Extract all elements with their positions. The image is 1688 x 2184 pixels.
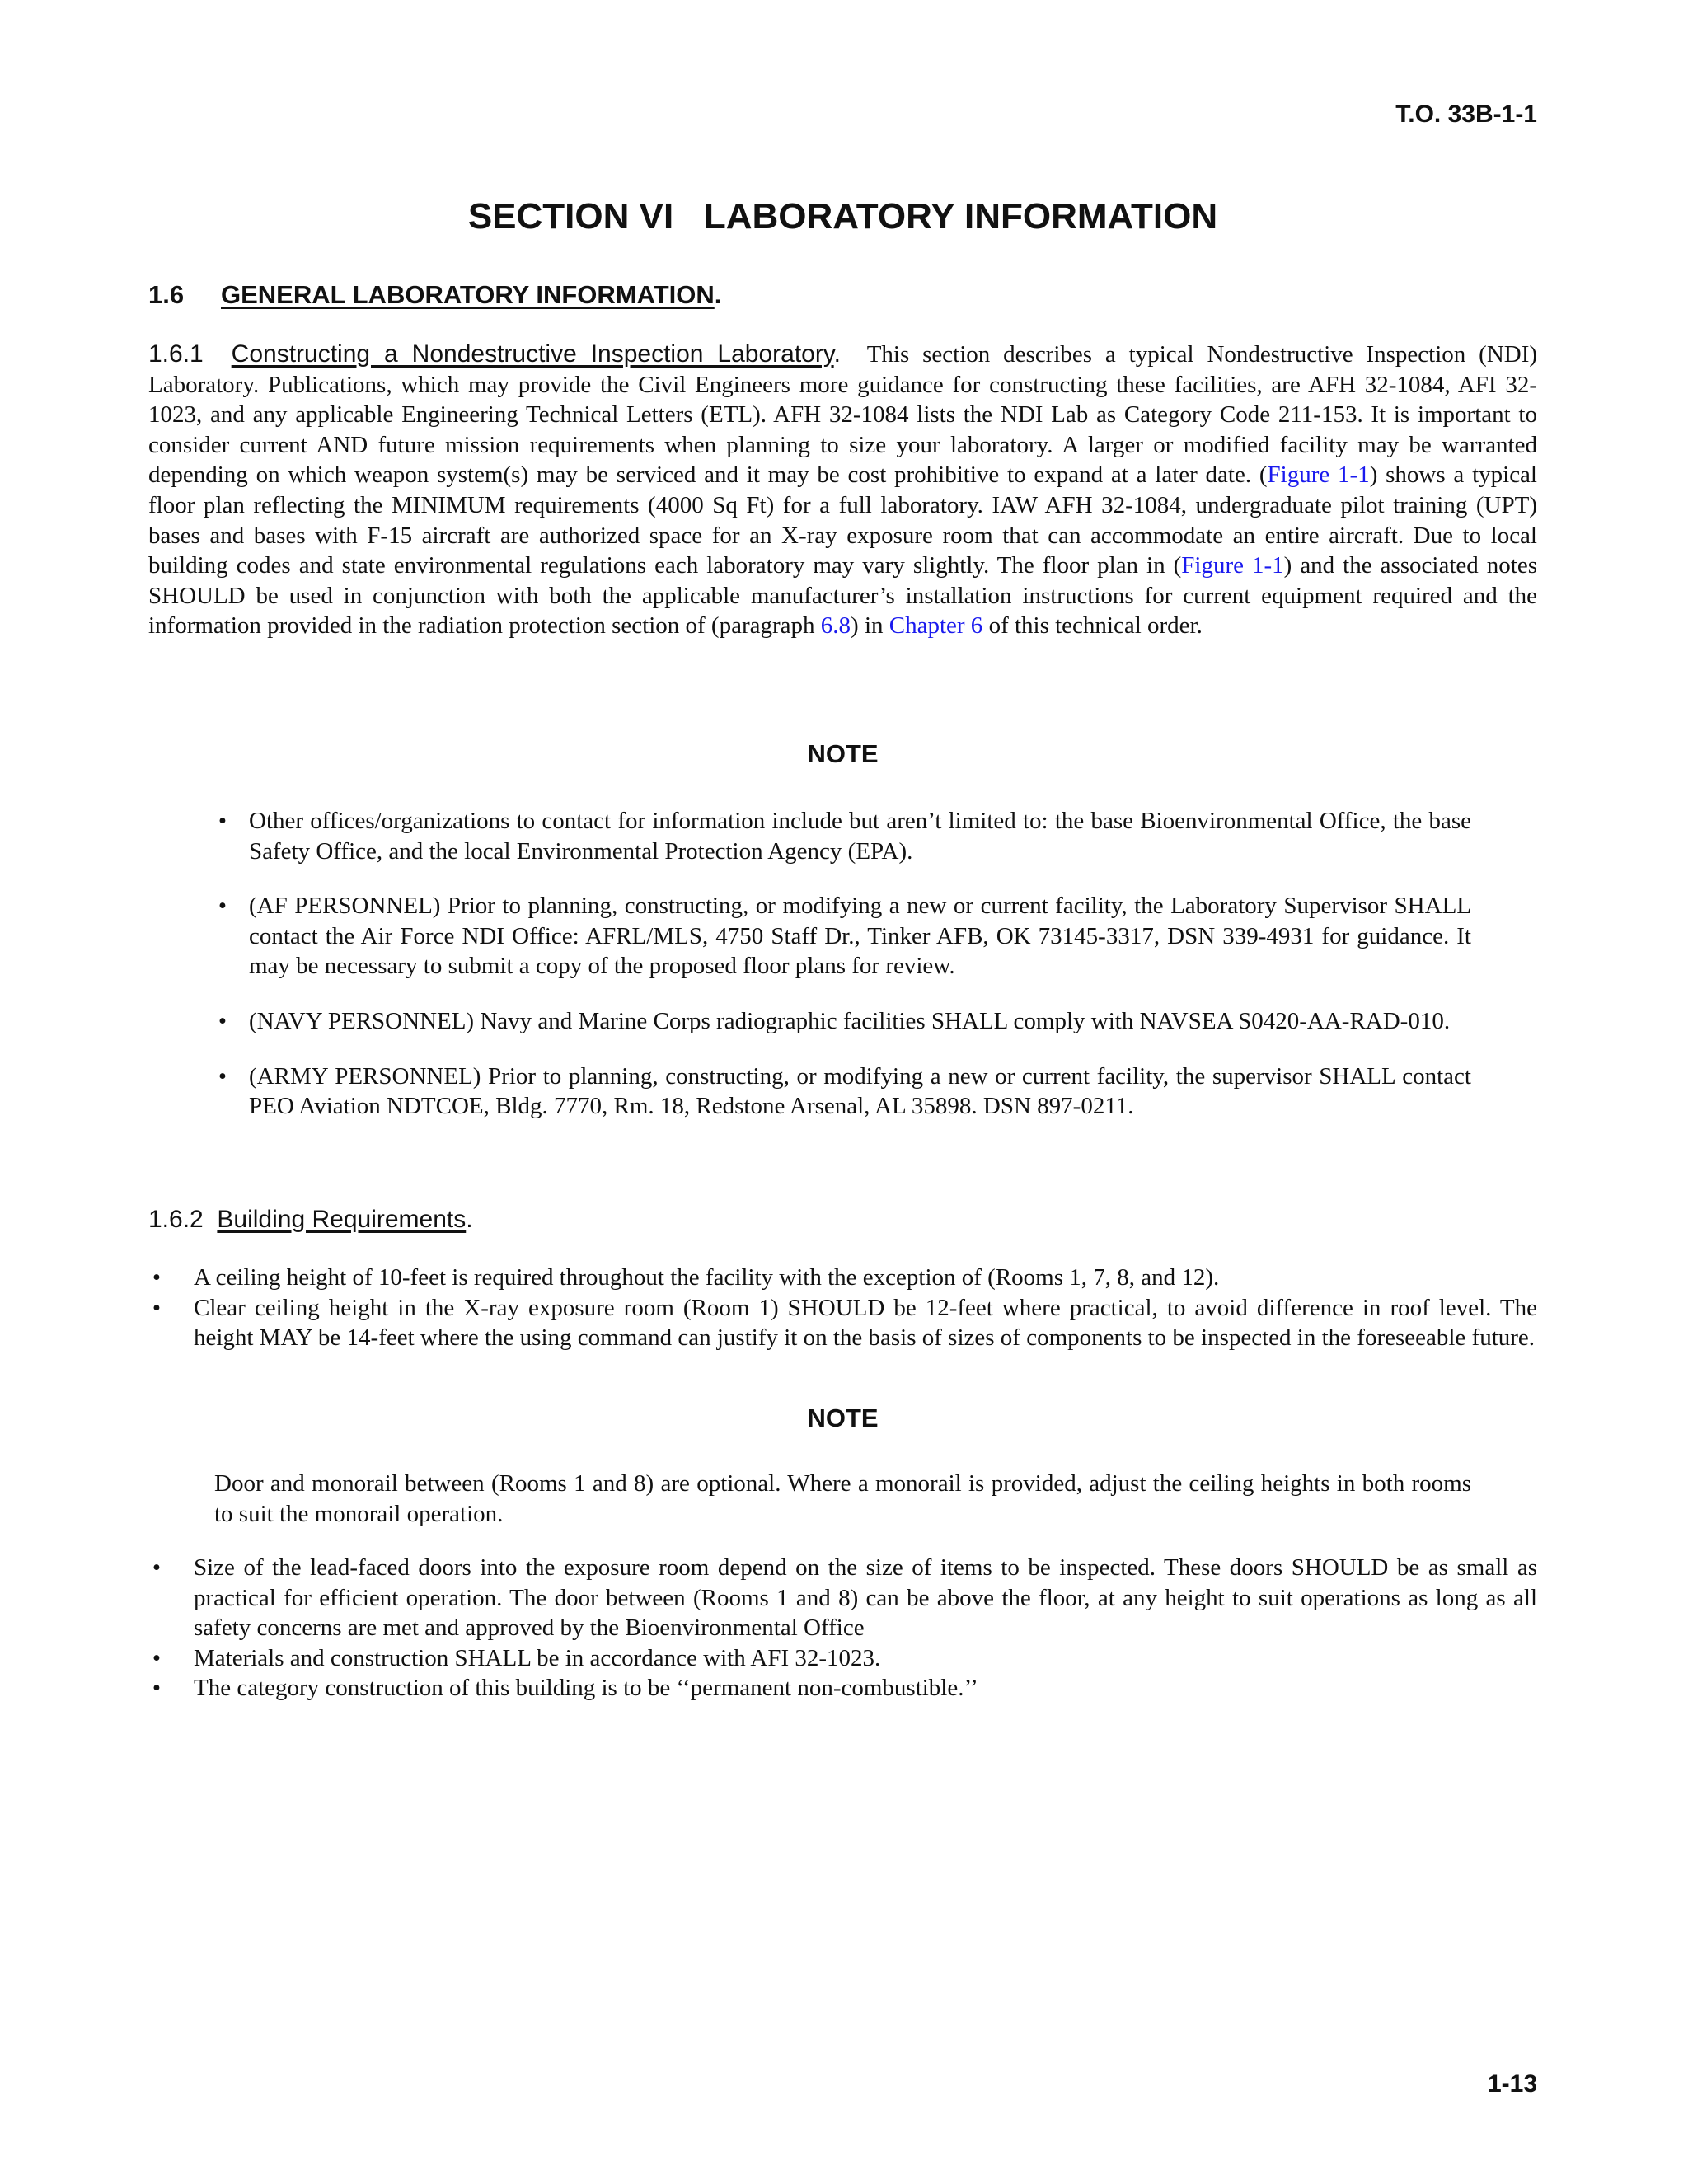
figure-1-1-link[interactable]: Figure 1-1 [1267, 462, 1370, 489]
subheading-trail: . [833, 340, 841, 368]
bullet-icon: • [152, 1644, 162, 1671]
subheading-number: 1.6.2 [148, 1206, 204, 1233]
chapter-6-link[interactable]: Chapter 6 [889, 612, 983, 640]
paragraph-1-6-1 [148, 340, 1537, 641]
paragraph-text: ) and the associated notes SHOULD be used in conjunction with both the applicable manufacturer’s installation instructions for current equipment required and the information provided in the radiation protection section of (paragraph [148, 552, 1537, 640]
section-title: SECTION VI LABORATORY INFORMATION [467, 196, 1218, 237]
list-item: • Size of the lead-faced doors into the exposure room depend on the size of items to be inspected. These doors SHOULD be as small as practical for efficient operation. The door between (Rooms 1 and 8) can be above the floor, at any height to suit operations as long as all safety concerns are met and approved by the Bioenvironmental Office [148, 1553, 1537, 1643]
building-requirements-list [148, 1263, 1537, 1353]
list-item: • Materials and construction SHALL be in accordance with AFI 32-1023. [148, 1643, 1537, 1674]
bullet-icon: • [218, 1062, 227, 1090]
figure-1-1-link[interactable]: Figure 1-1 [1181, 552, 1284, 579]
heading-title: GENERAL LABORATORY INFORMATION [221, 280, 715, 309]
bullet-icon: • [152, 1554, 162, 1581]
note-item: • Other offices/organizations to contact for information include but aren’t limited to: the base Bioenvironmental Office, the base Safety Office, and the local Environmental Protection Agency (EPA). [214, 806, 1471, 866]
subheading-1-6-1 [148, 340, 841, 368]
document-code: T.O. 33B-1-1 [1395, 101, 1537, 128]
bullet-icon: • [218, 808, 227, 834]
bullet-icon: • [218, 893, 227, 920]
paragraph-text: This section describes a typical Nondestructive Inspection (NDI) Laboratory. Publications, which may provide the Civil Engineers more guidance for constructing these facilities, are AFH 32-1084, AFI 32-1023, and any applicable Engineering Technical Letters (ETL). AFH 32-1084 lists the NDI Lab as Category Code 211-153. It is important to consider current AND future mission requirements when planning to size your laboratory. A larger or modified facility may be warranted depending on which weapon system(s) may be serviced and it may be cost prohibitive to expand at a later date. ( [148, 341, 1538, 489]
heading-number: 1.6 [148, 280, 185, 309]
paragraph-text: ) shows a typical floor plan reflecting the MINIMUM requirements (4000 Sq Ft) for a full laboratory. IAW AFH 32-1084, undergraduate pilot training (UPT) bases and bases with F-15 aircraft are authorized space for an X-ray exposure room that can accommodate an entire aircraft. Due to local building codes and state environmental regulations each laboratory may vary slightly. The floor plan in ( [148, 462, 1537, 579]
subheading-title: Constructing a Nondestructive Inspection Laboratory [231, 340, 834, 368]
note-label: NOTE [807, 739, 879, 768]
note-bullet-list [214, 806, 1471, 1146]
paragraph-6-8-link[interactable]: 6.8 [820, 612, 851, 640]
note-text: Door and monorail between (Rooms 1 and 8) are optional. Where a monorail is provided, adjust the ceiling heights in both rooms to suit the monorail operation. [214, 1470, 1471, 1527]
note-item: • (NAVY PERSONNEL) Navy and Marine Corps radiographic facilities SHALL comply with NAVSEA S0420-AA-RAD-010. [214, 1006, 1471, 1037]
paragraph-text: of this technical order. [982, 612, 1203, 640]
paragraph-text: ) in [851, 612, 889, 640]
list-item: • The category construction of this building is to be ‘‘permanent non-combustible.’’ [148, 1673, 1537, 1704]
bullet-icon: • [152, 1264, 162, 1291]
heading-1-6 [148, 280, 721, 310]
subheading-1-6-2 [148, 1206, 473, 1234]
subheading-trail: . [466, 1206, 473, 1233]
bullet-icon: • [152, 1294, 162, 1321]
bullet-icon: • [218, 1007, 227, 1034]
bullet-icon: • [152, 1675, 162, 1702]
list-item: • Clear ceiling height in the X-ray exposure room (Room 1) SHOULD be 12-feet where practical, to avoid difference in roof level. The height MAY be 14-feet where the using command can justify it on the basis of sizes of components to be inspected in the foreseeable future. [148, 1293, 1537, 1353]
subheading-title: Building Requirements [217, 1206, 467, 1233]
subheading-number: 1.6.1 [148, 340, 204, 368]
note-item: • (AF PERSONNEL) Prior to planning, constructing, or modifying a new or current facility, the Laboratory Supervisor SHALL contact the Air Force NDI Office: AFRL/MLS, 4750 Staff Dr., Tinker AFB, OK 73145-3317, DSN 339-4931 for guidance. It may be necessary to submit a copy of the proposed floor plans for review. [214, 891, 1471, 982]
page-number: 1-13 [1487, 2070, 1537, 2097]
building-requirements-list-continued [148, 1553, 1537, 1704]
note-item: • (ARMY PERSONNEL) Prior to planning, constructing, or modifying a new or current facility, the supervisor SHALL contact PEO Aviation NDTCOE, Bldg. 7770, Rm. 18, Redstone Arsenal, AL 35898. DSN 897-0211. [214, 1062, 1471, 1122]
heading-trail: . [714, 280, 722, 309]
document-page [148, 0, 1537, 2184]
list-item: • A ceiling height of 10-feet is required throughout the facility with the exception of (Rooms 1, 7, 8, and 12). [148, 1263, 1537, 1293]
note-label: NOTE [807, 1404, 879, 1432]
